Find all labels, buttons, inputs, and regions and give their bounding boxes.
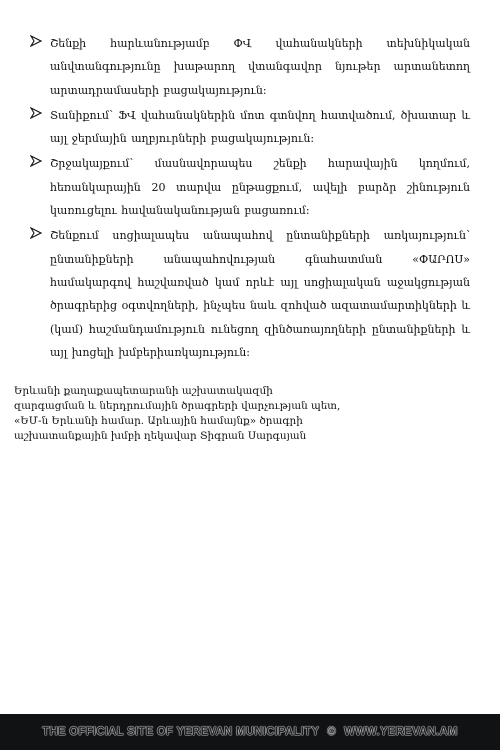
list-item (30, 224, 470, 364)
footer-site-text: THE OFFICIAL SITE OF YEREVAN MUNICIPALITY (42, 726, 320, 738)
bullet-list (30, 32, 470, 366)
arrow-bullet-icon (30, 155, 42, 167)
bullet-text: Շրջակայքում՝ մասնավորապես շենքի հարավային կողմում, հեռանկարային 20 տարվա ընթացքում, ավելի բարձր շինություն կառուցելու հավանականության բացառում: (50, 157, 470, 218)
signature-line: «ԵՄ-ն Երևանի համար. Արևային համայնք» ծրագրի (14, 415, 303, 427)
copyright-icon: © (327, 726, 336, 738)
arrow-bullet-icon (30, 227, 42, 239)
signature-line: աշխատանքային խմբի ղեկավար Տիգրան Սարգսյան (14, 430, 307, 442)
footer-bar (0, 714, 500, 750)
list-item (30, 32, 470, 102)
bullet-text: Շենքում սոցիալապես անապահով ընտանիքների առկայություն՝ ընտանիքների անապահովության գնահատման «ՓԱՐՈՍ» համակարգով հաշվառված կամ որևէ այլ սոցիալական աջակցության ծրագրերից օգտվողների, ինչպես նաև զոհված ազատամարտիկների և (կամ) հաշմանդամություն ունեցող զինծառայողների ընտանիքների և այլ խոցելի խմբերիառկայություն: (50, 229, 470, 359)
signature-line: Երևանի քաղաքապետարանի աշխատակազմի (14, 385, 273, 397)
signature-block (14, 384, 434, 444)
arrow-bullet-icon (30, 107, 42, 119)
bullet-text: Տանիքում՝ ՖՎ վահանակներին մոտ գտնվող հատվածում, ծխատար և այլ ջերմային աղբյուրների բացակայություն: (50, 108, 470, 146)
arrow-bullet-icon (30, 35, 42, 47)
footer-url-link[interactable]: WWW.YEREVAN.AM (343, 726, 458, 738)
signature-line: զարգացման և ներդրումային ծրագրերի վարչության պետ, (14, 400, 341, 412)
list-item (30, 152, 470, 222)
bullet-text: Շենքի հարևանությամբ ՓՎ վահանակների տեխնիկական անվտանգությունը խաթարող վտանգավոր նյութեր արտանետող արտադրամասերի բացակայություն: (50, 37, 470, 97)
list-item (30, 104, 470, 151)
